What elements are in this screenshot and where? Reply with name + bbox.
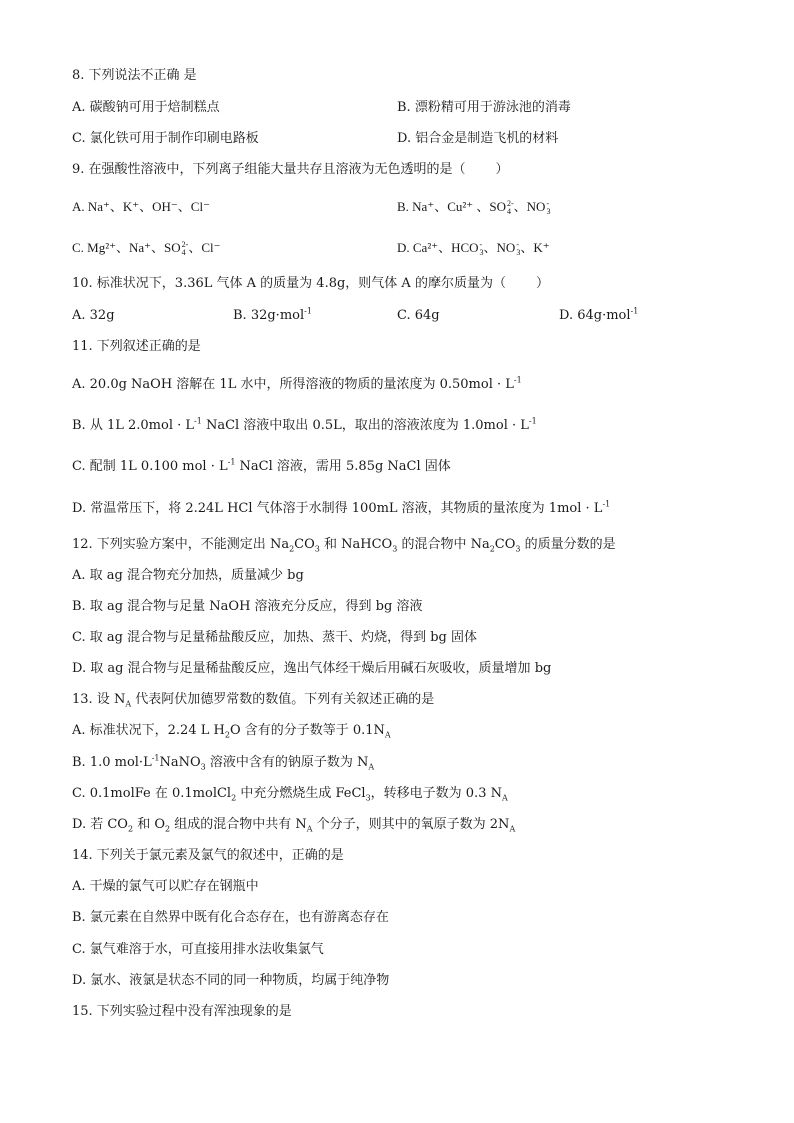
- q13-b-sub1: 3: [200, 762, 206, 772]
- q14-stem: 14. 下列关于氯元素及氯气的叙述中，正确的是: [72, 848, 344, 863]
- q12-s-a: 12. 下列实验方案中，不能测定出 Na: [72, 537, 290, 552]
- q9-d-post: 、K⁺: [520, 240, 550, 255]
- q11-b-sup1: -1: [194, 416, 202, 426]
- q11-c-sup: -1: [227, 457, 236, 467]
- q9-b-mid: 、NO: [513, 199, 546, 214]
- q10-option-d: [559, 308, 638, 324]
- q9-option-c: [72, 240, 220, 257]
- q13-a-sub2: A: [384, 730, 391, 740]
- q9-stem-text: 9. 在强酸性溶液中，下列离子组能大量共存且溶液为无色透明的是（: [72, 162, 466, 177]
- q9-c-post: 、Cl⁻: [188, 240, 221, 255]
- q9-b-sup: 2-: [507, 199, 514, 209]
- q13-d-sub3: A: [306, 824, 313, 834]
- q11-b-a: B. 从 1L 2.0mol · L: [72, 418, 195, 433]
- q12-s-f: 的质量分数的是: [520, 537, 616, 552]
- q13-c-sub1: 2: [231, 793, 237, 803]
- q11-b-b: NaCl 溶液中取出 0.5L，取出的溶液浓度为 1.0mol · L: [201, 418, 529, 433]
- q11-a-text: A. 20.0g NaOH 溶解在 1L 水中，所得溶液的物质的量浓度为 0.50mol · L: [72, 377, 514, 392]
- q13-d-sub1: 2: [127, 824, 134, 834]
- q10-option-a: A. 32g: [72, 308, 115, 323]
- q9-d-sub2: 3: [516, 248, 521, 258]
- q13-c-sub3: A: [501, 793, 508, 803]
- q12-option-d: D. 取 ag 混合物与足量稀盐酸反应，逸出气体经干燥后用碱石灰吸收，质量增加 bg: [72, 661, 552, 676]
- q13-b-a: B. 1.0 mol·L: [72, 755, 152, 770]
- q9-stem: [72, 162, 509, 178]
- q11-option-d: [72, 501, 610, 517]
- q15-stem: 15. 下列实验过程中没有浑浊现象的是: [72, 1004, 292, 1019]
- q11-d-sup: -1: [602, 499, 611, 509]
- q13-s-sub: A: [125, 699, 132, 709]
- q11-option-b: [72, 418, 537, 434]
- q11-d-text: D. 常温常压下，将 2.24L HCl 气体溶于水制得 100mL 溶液，其物质的量浓度为 1mol · L: [72, 501, 603, 516]
- q8-option-c: C. 氯化铁可用于制作印刷电路板: [72, 131, 259, 146]
- q9-d-sup: -: [479, 240, 483, 250]
- q9-stem-close: ）: [495, 162, 509, 177]
- q14-option-c: C. 氯气难溶于水，可直接用排水法收集氯气: [72, 942, 324, 957]
- q10-stem: [72, 276, 549, 292]
- q13-d-d: 个分子，则其中的氧原子数为 2N: [312, 817, 510, 832]
- q13-a-sub1: 2: [224, 730, 230, 740]
- q10-d-text: D. 64g·mol: [559, 308, 631, 323]
- q11-a-sup: -1: [513, 375, 522, 385]
- q13-b-sub2: A: [368, 762, 375, 772]
- q13-c-b: 中充分燃烧生成 FeCl: [236, 786, 366, 801]
- q13-a-a: A. 标准状况下，2.24 L H: [72, 723, 225, 738]
- q13-stem: [72, 692, 434, 708]
- q13-d-sub2: 2: [165, 824, 171, 834]
- q9-d-mid: 、NO: [483, 240, 516, 255]
- q12-s-e: CO: [494, 537, 516, 552]
- q12-s-sub1: 2: [289, 544, 295, 554]
- q12-option-c: C. 取 ag 混合物与足量稀盐酸反应，加热、蒸干、灼烧，得到 bg 固体: [72, 630, 477, 645]
- q9-b-sub2: 3: [546, 207, 551, 217]
- q10-stem-close: ）: [535, 276, 549, 291]
- q11-c-b: NaCl 溶液，需用 5.85g NaCl 固体: [235, 459, 451, 474]
- q13-s-b: 代表阿伏加德罗常数的数值。下列有关叙述正确的是: [131, 692, 435, 707]
- q12-option-a: A. 取 ag 混合物充分加热，质量减少 bg: [72, 568, 304, 583]
- q12-s-b: CO: [294, 537, 315, 552]
- q13-d-b: 和 O: [133, 817, 165, 832]
- q9-b-sub: 4: [507, 207, 511, 217]
- q10-b-text: B. 32g·mol: [233, 308, 305, 323]
- q13-option-d: [72, 817, 515, 833]
- q10-option-b: [233, 308, 312, 324]
- q13-d-c: 组成的混合物中共有 N: [170, 817, 307, 832]
- q13-b-c: 溶液中含有的钠原子数为 N: [205, 755, 369, 770]
- q8-stem: 8. 下列说法不正确 是: [72, 68, 197, 83]
- q9-c-pre: C. Mg²⁺、Na⁺、SO: [72, 240, 181, 255]
- q9-option-d: [397, 240, 550, 257]
- q11-b-sup2: -1: [528, 416, 537, 426]
- q13-c-sub2: 3: [365, 793, 371, 803]
- q12-s-sub4: 2: [489, 544, 495, 554]
- q9-d-pre: D. Ca²⁺、HCO: [397, 240, 479, 255]
- q9-option-a: A. Na⁺、K⁺、OH⁻、Cl⁻: [72, 199, 210, 214]
- q9-b-pre: B. Na⁺、Cu²⁺ 、SO: [397, 199, 506, 214]
- q13-a-b: O 含有的分子数等于 0.1N: [229, 723, 385, 738]
- q13-option-a: [72, 723, 391, 739]
- q12-stem: [72, 537, 616, 553]
- q12-s-sub5: 3: [515, 544, 521, 554]
- q14-option-d: D. 氯水、液氯是状态不同的同一种物质，均属于纯净物: [72, 973, 390, 988]
- q10-d-sup: -1: [630, 306, 639, 316]
- q9-d-sup2: -: [516, 240, 519, 250]
- q9-d-sub: 3: [479, 248, 484, 258]
- q8-option-b: B. 漂粉精可用于游泳池的消毒: [397, 100, 571, 115]
- q14-option-a: A. 干燥的氯气可以贮存在钢瓶中: [72, 879, 259, 894]
- q9-b-sup2: -: [546, 199, 550, 209]
- q12-s-d: 的混合物中 Na: [397, 537, 490, 552]
- q13-c-a: C. 0.1molFe 在 0.1molCl: [72, 786, 232, 801]
- q8-option-d: D. 铝合金是制造飞机的材料: [397, 131, 559, 146]
- q13-s-a: 13. 设 N: [72, 692, 126, 707]
- q12-s-sub3: 3: [392, 544, 398, 554]
- q13-option-c: [72, 786, 508, 802]
- q12-option-b: B. 取 ag 混合物与足量 NaOH 溶液充分反应，得到 bg 溶液: [72, 599, 423, 614]
- q10-b-sup: -1: [304, 306, 312, 316]
- q10-option-c: C. 64g: [397, 308, 440, 323]
- q13-d-sub4: A: [509, 824, 516, 834]
- q9-c-sub: 4: [181, 248, 186, 258]
- q9-c-sup: 2-: [181, 240, 189, 250]
- q13-c-c: ，转移电子数为 0.3 N: [370, 786, 502, 801]
- q13-d-a: D. 若 CO: [72, 817, 128, 832]
- q14-option-b: B. 氯元素在自然界中既有化合态存在，也有游离态存在: [72, 910, 389, 925]
- q10-stem-text: 10. 标准状况下，3.36L 气体 A 的质量为 4.8g，则气体 A 的摩尔质量为（: [72, 276, 506, 291]
- q13-b-sup: -1: [151, 753, 160, 763]
- q11-c-a: C. 配制 1L 0.100 mol · L: [72, 459, 228, 474]
- q13-option-b: [72, 755, 374, 771]
- q12-s-c: 和 NaHCO: [319, 537, 393, 552]
- q11-option-a: [72, 377, 522, 393]
- q12-s-sub2: 3: [314, 544, 320, 554]
- q11-option-c: [72, 459, 451, 475]
- q13-b-b: NaNO: [159, 755, 201, 770]
- q9-option-b: [397, 199, 550, 216]
- q8-option-a: A. 碳酸钠可用于焙制糕点: [72, 100, 220, 115]
- q11-stem: 11. 下列叙述正确的是: [72, 339, 201, 354]
